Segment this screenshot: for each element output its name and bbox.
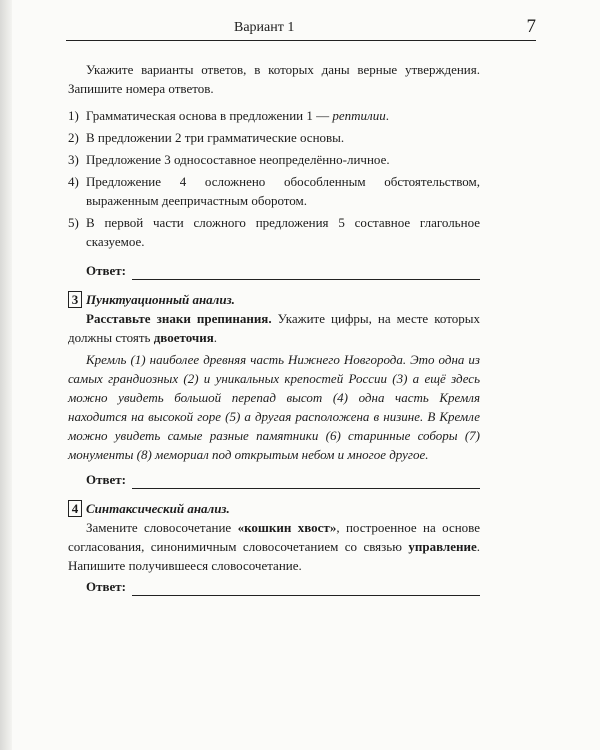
task4-heading	[68, 499, 480, 518]
task3-text-end: .	[213, 330, 217, 345]
option-item	[68, 106, 480, 125]
page-edge-shadow	[0, 0, 12, 750]
task2-answer	[68, 261, 480, 280]
option-end: .	[385, 108, 389, 123]
task4-text-end: . Напишите получившееся словосочетание.	[68, 539, 480, 573]
task2-instruction: Укажите варианты ответов, в которых даны верные утверждения. Запишите номера ответов.	[68, 62, 480, 96]
task4-bold-keyword: управление	[408, 539, 477, 554]
task3-passage: Кремль (1) наиболее древняя часть Нижнего Новгорода. Это одна из самых грандиозных (2) и уникальных крепостей России (3) а ещё здесь можно увидеть большой перепад высот (4) одна часть Кремля находится на высокой горе (5) а другая расположена в низине. В Кремле можно увидеть самые разные памятники (6) старинные соборы (7) монументы (8) мемориал под открытым небом и многое другое.	[68, 352, 480, 462]
task3-instruction	[68, 309, 480, 347]
task3-number-box: 3	[68, 291, 82, 308]
option-text: Грамматическая основа в предложении 1 —	[86, 108, 333, 123]
option-text: В предложении 2 три грамматические основы.	[86, 130, 345, 145]
option-number: 2)	[68, 130, 79, 145]
task4-bold-phrase: «кошкин хвост»	[237, 520, 337, 535]
page-header	[66, 14, 536, 41]
task3-answer	[68, 470, 480, 489]
task2-options	[68, 106, 480, 251]
option-number: 1)	[68, 108, 79, 123]
option-number: 5)	[68, 215, 79, 230]
answer-label: Ответ:	[86, 263, 127, 278]
option-item	[68, 128, 480, 147]
option-number: 3)	[68, 152, 79, 167]
task4-answer	[68, 577, 480, 596]
task4-text: , построенное на основе согласования, синонимичным словосочетанием со связью	[68, 520, 480, 554]
task4-text: Замените словосочетание	[86, 520, 238, 535]
task3-text: Укажите цифры, на месте которых должны стоять	[68, 311, 480, 345]
task3-bold-instruction: Расставьте знаки препинания.	[86, 311, 272, 326]
task3-title: Пунктуационный анализ.	[86, 292, 235, 307]
page-content	[68, 60, 480, 596]
task3-heading	[68, 290, 480, 309]
option-text: В первой части сложного предложения 5 составное глагольное сказуемое.	[86, 215, 480, 249]
task4-instruction	[68, 518, 480, 575]
task4-number-box: 4	[68, 500, 82, 517]
task3-bold-keyword: двоеточия	[153, 330, 214, 345]
answer-line[interactable]	[132, 265, 480, 280]
option-item	[68, 172, 480, 210]
option-text: Предложение 3 односоставное неопределённо-личное.	[86, 152, 390, 167]
option-italic: рептилии	[332, 108, 386, 123]
page-number: 7	[526, 16, 536, 37]
task4-title: Синтаксический анализ.	[86, 501, 230, 516]
variant-title: Вариант 1	[234, 20, 295, 35]
answer-label: Ответ:	[86, 472, 127, 487]
answer-label: Ответ:	[86, 579, 127, 594]
option-item	[68, 150, 480, 169]
option-item	[68, 213, 480, 251]
answer-line[interactable]	[132, 581, 480, 596]
option-text: Предложение 4 осложнено обособленным обстоятельством, выраженным деепричастным оборотом.	[86, 174, 480, 208]
answer-line[interactable]	[132, 474, 480, 489]
option-number: 4)	[68, 174, 79, 189]
